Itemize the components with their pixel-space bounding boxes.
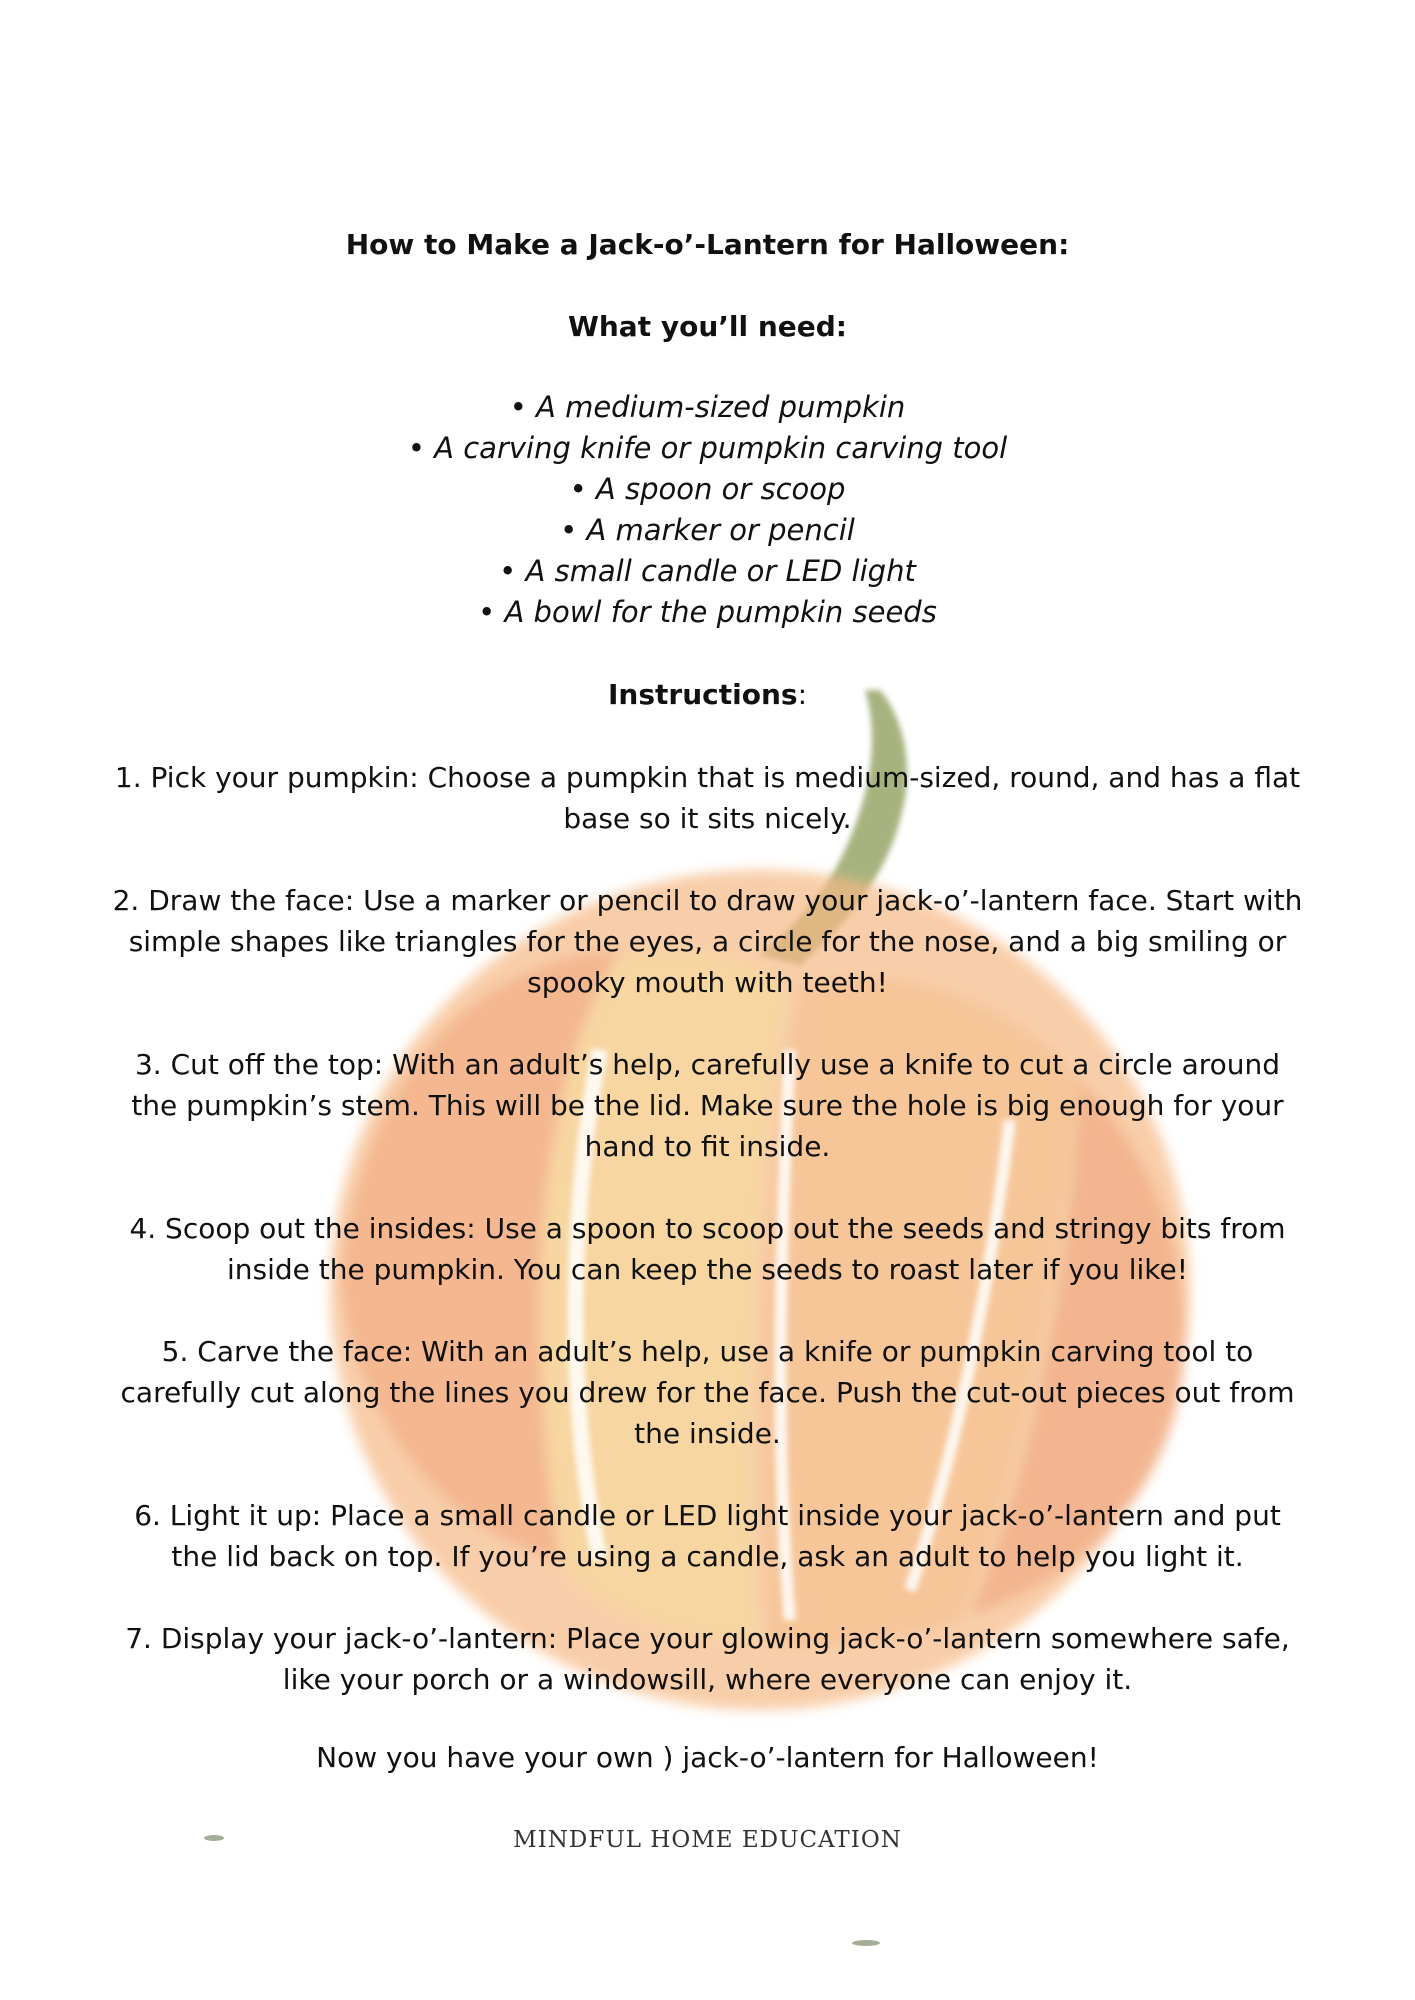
closing-text: Now you have your own ) jack-o’-lantern for Halloween! — [316, 1741, 1099, 1774]
list-item: • A marker or pencil — [560, 513, 855, 547]
instruction-step: 3. Cut off the top: With an adult’s help, carefully use a knife to cut a circle around the pumpkin’s stem. This will be the lid. Make sure the hole is big enough for your hand to fit inside. — [131, 1048, 1284, 1163]
instructions-list — [110, 757, 1305, 1741]
list-item: • A bowl for the pumpkin seeds — [478, 595, 937, 629]
list-item: • A small candle or LED light — [499, 554, 916, 588]
materials-heading: What you’ll need: — [567, 310, 847, 343]
list-item: • A spoon or scoop — [569, 472, 846, 506]
brand-footer: MINDFUL HOME EDUCATION — [513, 1827, 902, 1853]
list-item: • A medium-sized pumpkin — [509, 390, 906, 424]
instruction-step: 7. Display your jack-o’-lantern: Place your glowing jack-o’-lantern somewhere safe, like your porch or a windowsill, where everyone can enjoy it. — [125, 1622, 1290, 1696]
list-item: • A carving knife or pumpkin carving tool — [407, 431, 1008, 465]
instruction-step: 6. Light it up: Place a small candle or LED light inside your jack-o’-lantern and put the lid back on top. If you’re using a candle, ask an adult to help you light it. — [134, 1499, 1281, 1573]
instruction-step: 1. Pick your pumpkin: Choose a pumpkin that is medium-sized, round, and has a flat base so it sits nicely. — [114, 761, 1301, 835]
instructions-heading-colon: : — [797, 678, 807, 711]
instructions-heading — [0, 675, 1415, 715]
page-title: How to Make a Jack-o’-Lantern for Halloween: — [345, 228, 1070, 261]
instruction-step: 2. Draw the face: Use a marker or pencil to draw your jack-o’-lantern face. Start with simple shapes like triangles for the eyes, a circle for the nose, and a big smiling or spooky mouth with teeth! — [112, 884, 1303, 999]
materials-list — [0, 387, 1415, 633]
instruction-step: 5. Carve the face: With an adult’s help, use a knife or pumpkin carving tool to carefully cut along the lines you drew for the face. Push the cut-out pieces out from the inside. — [120, 1335, 1295, 1450]
instruction-step: 4. Scoop out the insides: Use a spoon to scoop out the seeds and stringy bits from inside the pumpkin. You can keep the seeds to roast later if you like! — [129, 1212, 1286, 1286]
instructions-heading-text: Instructions — [608, 678, 798, 711]
